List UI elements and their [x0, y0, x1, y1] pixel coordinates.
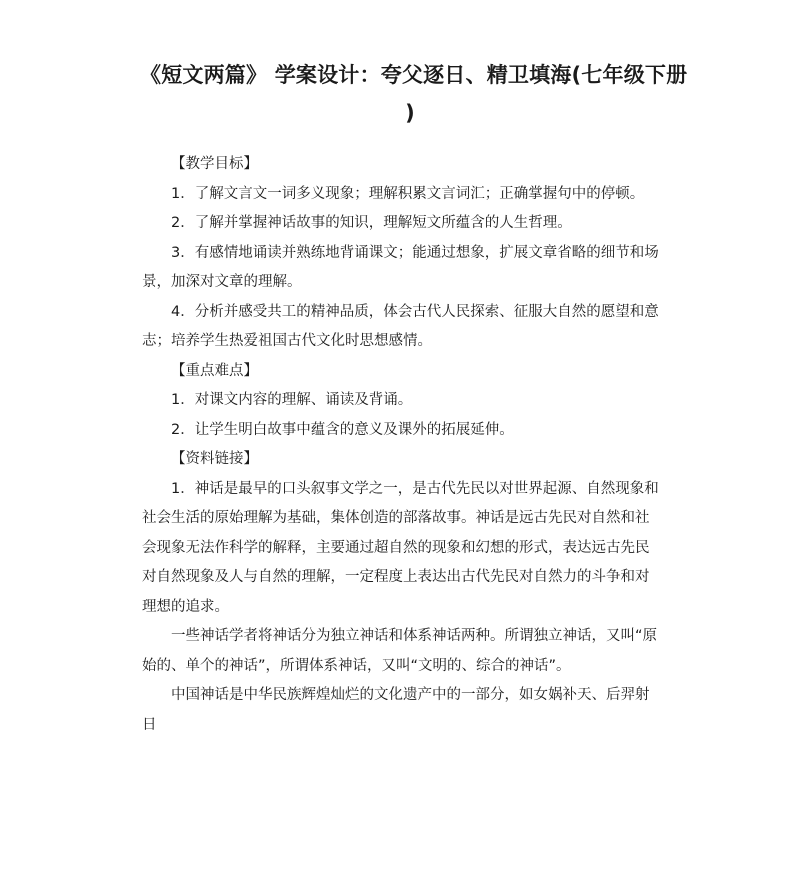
title-line-1: 《短文两篇》 学案设计：夸父逐日、精卫填海(七年级下册 — [140, 63, 688, 87]
section-heading-key-points: 【重点难点】 — [171, 362, 258, 379]
section-heading-objectives: 【教学目标】 — [171, 156, 258, 172]
resource-paragraph: 1．神话是最早的口头叙事文学之一，是古代先民以对世界起源、自然现象和社会生活的原始理解为基础，集体创造的部落故事。神话是远古先民对自然和社会现象无法作科学的解释，主要通过超自然的现象和幻想的形式，表达远古先民对自然现象及人与自然的理解，一定程度上表达出古代先民对自然力的斗争和对理想的追求。 — [142, 480, 659, 615]
document-body — [142, 150, 662, 740]
resource-paragraph: 一些神话学者将神话分为独立神话和体系神话两种。所谓独立神话，又叫“原始的、单个的神话”，所谓体系神话，又叫“文明的、综合的神话”。 — [142, 628, 658, 674]
section-heading-resources: 【资料链接】 — [171, 451, 258, 467]
title-line-2: ) — [405, 101, 415, 125]
resource-paragraph: 中国神话是中华民族辉煌灿烂的文化遗产中的一部分，如女娲补天、后羿射日 — [142, 687, 650, 733]
key-point-item: 1．对课文内容的理解、诵读及背诵。 — [171, 392, 413, 408]
objective-item: 2．了解并掌握神话故事的知识，理解短文所蕴含的人生哲理。 — [171, 215, 572, 231]
objective-item: 4．分析并感受共工的精神品质，体会古代人民探索、征服大自然的愿望和意志；培养学生热爱祖国古代文化时思想感情。 — [142, 303, 659, 349]
objective-item: 1．了解文言文一词多义现象；理解积累文言词汇；正确掌握句中的停顿。 — [171, 185, 645, 202]
key-point-item: 2．让学生明白故事中蕴含的意义及课外的拓展延伸。 — [171, 421, 514, 438]
objective-item: 3．有感情地诵读并熟练地背诵课文；能通过想象，扩展文章省略的细节和场景，加深对文章的理解。 — [142, 244, 659, 290]
document-title — [140, 56, 688, 132]
